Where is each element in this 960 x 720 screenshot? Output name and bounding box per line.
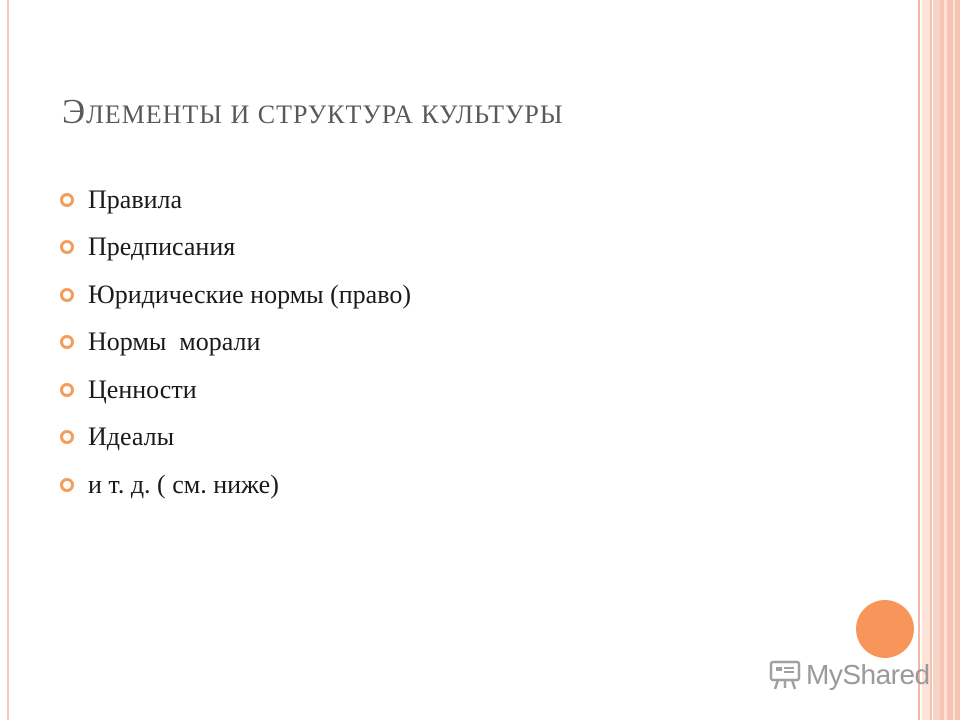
bullet-circle-icon [60,288,74,302]
right-stripe [953,0,955,720]
right-stripe [922,0,930,720]
list-item [60,319,411,367]
presentation-board-icon [768,658,802,692]
bullet-circle-icon [60,478,74,492]
bullet-circle-icon [60,430,74,444]
bullet-text: Нормы морали [88,327,261,357]
bullet-text: Предписания [88,232,236,262]
list-item [60,414,411,462]
bullet-text: и т. д. ( см. ниже) [88,469,279,499]
bullet-text: Ценности [88,374,197,404]
right-stripe [940,0,960,720]
bullet-circle-icon [60,335,74,349]
decorative-circle [856,600,914,658]
bullet-text: Правила [88,184,183,214]
title-rest: ЛЕМЕНТЫ И СТРУКТУРА КУЛЬТУРЫ [86,100,564,129]
logo-text: MyShared [806,659,930,690]
bullet-text: Юридические нормы (право) [88,279,411,309]
right-stripe [933,0,940,720]
title-first-letter: Э [62,92,87,131]
bullet-circle-icon [60,383,74,397]
slide-title [62,92,564,132]
list-item [60,271,411,319]
bullet-circle-icon [60,193,74,207]
bullet-circle-icon [60,240,74,254]
myshared-logo[interactable] [768,656,930,694]
right-stripe [930,0,932,720]
bullet-text: Идеалы [88,422,175,452]
list-item [60,366,411,414]
list-item [60,461,411,509]
right-stripe [918,0,920,720]
right-stripe [944,0,947,720]
list-item [60,176,411,224]
bullet-list [60,176,411,509]
list-item [60,224,411,272]
left-border [7,0,9,720]
